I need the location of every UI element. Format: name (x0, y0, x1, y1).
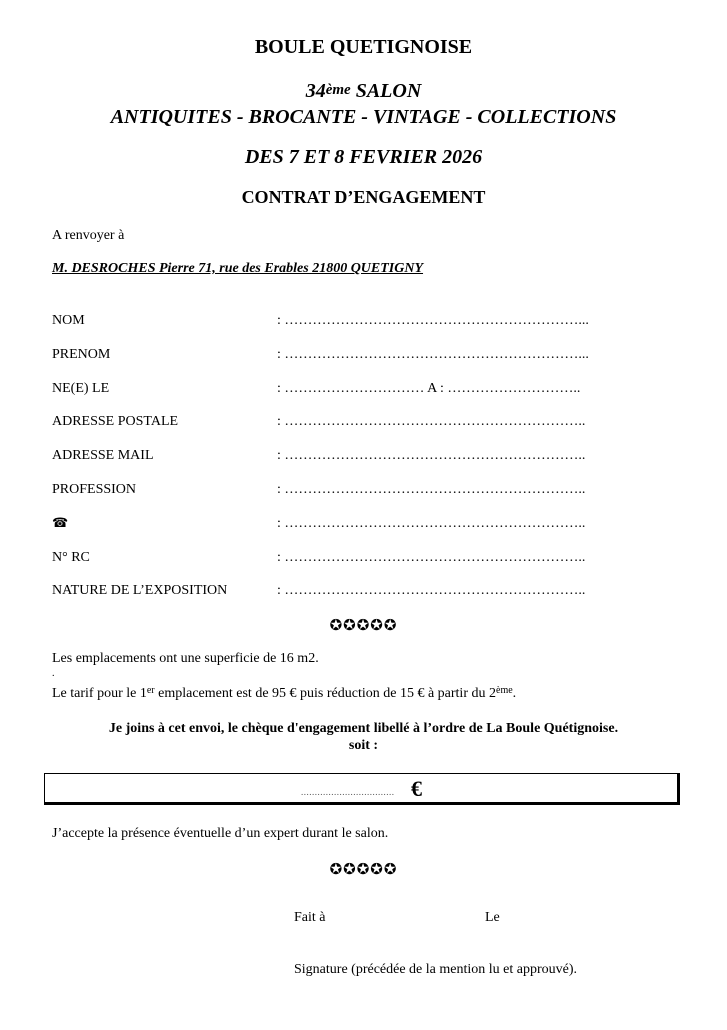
tarif-part-a: Le tarif pour le 1 (52, 686, 147, 701)
salon-heading (0, 80, 727, 103)
tarif-part-b: emplacement est de 95 € puis réduction de 15 € à partir du 2 (154, 686, 496, 701)
club-title: BOULE QUETIGNOISE (254, 36, 473, 58)
salon-number-suffix: ème (325, 82, 351, 98)
field-line-postal-address[interactable]: : ……………………………………………………….. (277, 414, 586, 429)
tarif-info (52, 686, 516, 702)
field-label-prenom: PRENOM (52, 347, 111, 362)
return-address: M. DESROCHES Pierre 71, rue des Erables 21800 QUETIGNY (52, 261, 424, 276)
field-label-postal-address: ADRESSE POSTALE (52, 414, 179, 429)
fait-a-label: Fait à (294, 910, 326, 925)
field-line-phone[interactable]: : ……………………………………………………….. (277, 516, 586, 531)
amount-dots: .................................. (301, 787, 395, 797)
field-label-rc: N° RC (52, 550, 90, 565)
dot-line: . (52, 668, 55, 679)
field-label-nom: NOM (52, 313, 85, 328)
salon-word: SALON (355, 80, 422, 102)
field-line-nom[interactable]: : ………………………………………………………... (277, 313, 589, 328)
field-line-birth[interactable]: : ………………………… A : ……………………….. (277, 381, 581, 396)
field-line-email[interactable]: : ……………………………………………………….. (277, 448, 586, 463)
payment-line-2: soit : (348, 738, 379, 753)
contract-title: CONTRAT D’ENGAGEMENT (241, 187, 486, 207)
field-line-profession[interactable]: : ……………………………………………………….. (277, 482, 586, 497)
phone-icon: ☎ (52, 516, 69, 531)
dates-heading: DES 7 ET 8 FEVRIER 2026 (244, 146, 483, 168)
expert-acceptance: J’accepte la présence éventuelle d’un expert durant le salon. (52, 826, 389, 841)
field-label-email: ADRESSE MAIL (52, 448, 154, 463)
field-line-exposition[interactable]: : ……………………………………………………….. (277, 583, 586, 598)
salon-number: 34 (305, 80, 326, 102)
separator-stars: ✪✪✪✪✪ (329, 618, 398, 634)
tarif-part-c: . (512, 686, 517, 701)
field-label-birth: NE(E) LE (52, 381, 110, 396)
return-label: A renvoyer à (52, 228, 125, 243)
date-label: Le (485, 910, 500, 925)
tarif-sup-first: er (146, 685, 155, 696)
tarif-sup-second: ème (496, 685, 513, 696)
amount-box[interactable] (44, 773, 680, 805)
field-line-rc[interactable]: : ……………………………………………………….. (277, 550, 586, 565)
surface-info: Les emplacements ont une superficie de 16 m2. (52, 651, 319, 666)
categories-heading: ANTIQUITES - BROCANTE - VINTAGE - COLLECTIONS (110, 106, 617, 128)
field-label-exposition: NATURE DE L’EXPOSITION (52, 583, 228, 598)
signature-label: Signature (précédée de la mention lu et approuvé). (294, 962, 577, 977)
field-label-profession: PROFESSION (52, 482, 137, 497)
euro-symbol: € (411, 776, 422, 801)
separator-stars-2: ✪✪✪✪✪ (329, 862, 398, 878)
field-line-prenom[interactable]: : ………………………………………………………... (277, 347, 589, 362)
payment-line-1: Je joins à cet envoi, le chèque d'engagement libellé à l’ordre de La Boule Quétignoise. (108, 721, 619, 736)
